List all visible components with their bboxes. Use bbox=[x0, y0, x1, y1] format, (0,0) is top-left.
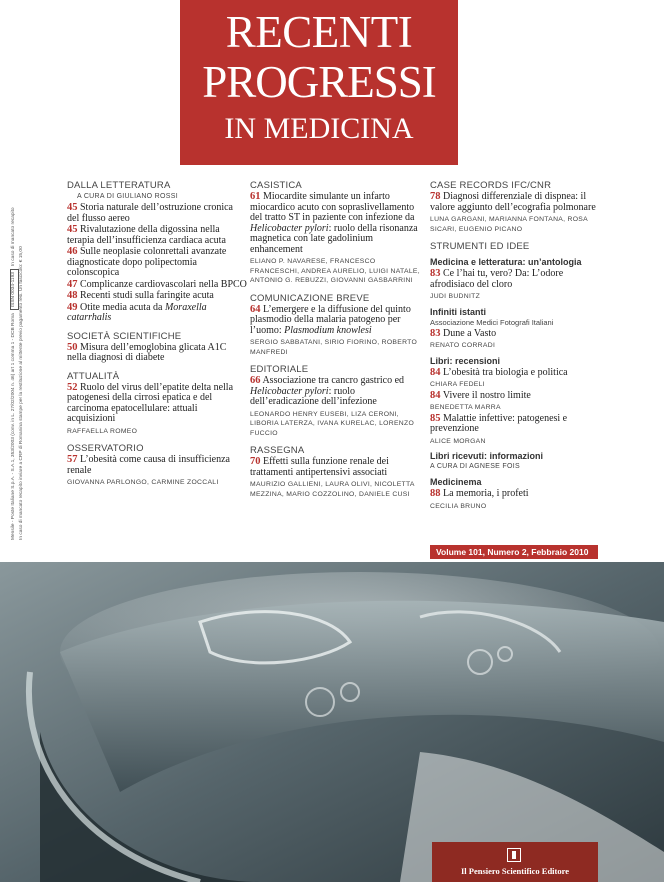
entry-title: Misura dell’emoglobina glicata A1C nella diagnosi di diabete bbox=[67, 341, 227, 363]
entry-title: Associazione tra cancro gastrico ed bbox=[262, 375, 405, 386]
postal-line-2: In caso di mancato recapito inviare a CRP di Romanina stampe per la restituzione al mittente previo pagamento resi. Un fascicolo: € 15,00 bbox=[18, 246, 24, 540]
section-title: ATTUALITÀ bbox=[67, 370, 120, 382]
entry-authors: LUNA GARGANI, MARIANNA FONTANA, ROSA SICARI, EUGENIO PICANO bbox=[430, 216, 588, 233]
section-title: STRUMENTI ED IDEE bbox=[430, 241, 530, 252]
toc-entry[interactable] bbox=[430, 414, 610, 435]
publisher-logo-icon bbox=[507, 848, 521, 862]
toc-entry[interactable] bbox=[67, 247, 247, 279]
entry-authors: RENATO CORRADI bbox=[430, 342, 496, 349]
page-number: 70 bbox=[250, 456, 261, 467]
entry-authors: GIOVANNA PARLONGO, CARMINE ZOCCALI bbox=[67, 479, 219, 486]
page-number: 84 bbox=[430, 389, 441, 401]
section-title: CASISTICA bbox=[250, 180, 302, 191]
entry-title-italic: Moraxella catarrhalis bbox=[67, 301, 207, 323]
toc-entry[interactable] bbox=[67, 343, 247, 364]
entry-authors: BENEDETTA MARRA bbox=[430, 404, 501, 411]
entry-title: L’obesità tra biologia e politica bbox=[443, 366, 568, 378]
entry-title: Miocardite simulante un infarto miocardico acuto con sopraslivellamento del tratto ST in paziente con infezione da bbox=[250, 191, 415, 223]
toc-column-3 bbox=[430, 180, 610, 511]
title-recenti: RECENTI bbox=[225, 7, 413, 57]
section-title: RASSEGNA bbox=[250, 445, 305, 456]
toc-entry[interactable] bbox=[67, 280, 247, 291]
section-title: OSSERVATORIO bbox=[67, 443, 144, 454]
entry-title: Otite media acuta da bbox=[80, 301, 163, 313]
subsection-heading: Infiniti istanti bbox=[430, 306, 486, 317]
page-number: 64 bbox=[250, 303, 261, 315]
toc-entry[interactable] bbox=[430, 269, 610, 290]
toc-entry[interactable] bbox=[67, 455, 247, 476]
toc-entry[interactable] bbox=[430, 329, 610, 340]
section-title: CASE RECORDS IFC/CNR bbox=[430, 180, 552, 191]
entry-authors: ALICE MORGAN bbox=[430, 437, 486, 445]
entry-title-cont: : ruolo dell’eradicazione dell’infezione bbox=[250, 385, 377, 407]
page-number: 83 bbox=[430, 327, 441, 339]
toc-entry[interactable] bbox=[430, 368, 610, 379]
entry-authors: CHIARA FEDELI bbox=[430, 381, 485, 388]
toc-entry[interactable] bbox=[67, 203, 247, 224]
entry-title: Effetti sulla funzione renale dei trattamenti antipertensivi associati bbox=[250, 456, 389, 478]
page-number: 52 bbox=[67, 381, 78, 393]
entry-title: Recenti studi sulla faringite acuta bbox=[80, 290, 214, 301]
page-number: 45 bbox=[67, 202, 78, 213]
entry-title: La memoria, i profeti bbox=[443, 488, 529, 499]
entry-authors: RAFFAELLA ROMEO bbox=[67, 427, 138, 435]
entry-title: Vivere il nostro limite bbox=[442, 389, 531, 401]
toc-entry[interactable] bbox=[250, 192, 425, 255]
entry-title-italic: Helicobacter pylori bbox=[250, 222, 329, 234]
subsection-note: Associazione Medici Fotografi Italiani bbox=[430, 317, 554, 327]
page-number: 61 bbox=[250, 191, 261, 202]
section-title: EDITORIALE bbox=[250, 364, 309, 375]
entry-title-italic: Plasmodium knowlesi bbox=[284, 324, 372, 336]
toc-entry[interactable] bbox=[67, 225, 247, 246]
toc-entry[interactable] bbox=[67, 383, 247, 425]
toc-entry[interactable] bbox=[250, 305, 425, 337]
entry-title: L’emergere e la diffusione del quinto plasmodio della malaria patogeno per l’uomo: bbox=[250, 303, 411, 336]
entry-title: Dune a Vasto bbox=[443, 327, 497, 339]
toc-entry[interactable] bbox=[430, 192, 610, 213]
page-number: 57 bbox=[67, 454, 78, 465]
page-number: 84 bbox=[430, 366, 441, 378]
toc-entry[interactable] bbox=[250, 457, 425, 478]
postal-line-1: Mensile - Poste Italiane S.p.A. - S.A.1, 353/2003 (conv. in L. 27/02/2004 n. 46) art 1 comma 1 - DCB Roma bbox=[11, 313, 16, 540]
page-number: 45 bbox=[67, 224, 78, 235]
page-number: 88 bbox=[430, 488, 441, 499]
publisher-name: Il Pensiero Scientifico Editore bbox=[460, 866, 570, 876]
entry-title: Complicanze cardiovascolari nella BPCO bbox=[80, 278, 247, 290]
subsection-heading: Libri ricevuti: informazioni bbox=[430, 451, 544, 461]
postal-info-vertical bbox=[10, 180, 32, 540]
publisher-box bbox=[432, 842, 598, 882]
page-number: 66 bbox=[250, 375, 261, 386]
page-number: 47 bbox=[67, 278, 78, 290]
title-in-medicina: IN MEDICINA bbox=[224, 112, 414, 145]
page-number: 48 bbox=[67, 290, 78, 301]
subsection-heading: Medicinema bbox=[430, 477, 482, 487]
entry-title: Ruolo del virus dell’epatite delta nella patogenesi della cirrosi epatica e del carcinoma epatocellulare: attuali acquisizioni bbox=[67, 381, 234, 424]
journal-title-box bbox=[180, 0, 458, 165]
entry-authors: ELIANO P. NAVARESE, FRANCESCO FRANCESCHI, ANDREA AURELIO, LUIGI NATALE, ANTONIO G. REBUZZI, GIOVANNI GASBARRINI bbox=[250, 258, 420, 284]
section-title: DALLA LETTERATURA bbox=[67, 180, 171, 191]
entry-title-cont: : ruolo della risonanza magnetica con late gadolinium enhancement bbox=[250, 222, 418, 255]
toc-column-2 bbox=[250, 180, 425, 499]
entry-title: Malattie infettive: patogenesi e prevenzione bbox=[430, 412, 568, 434]
entry-authors: CECILIA BRUNO bbox=[430, 502, 487, 510]
page-number: 83 bbox=[430, 268, 441, 279]
page-number: 85 bbox=[430, 412, 441, 424]
title-progressi: PROGRESSI bbox=[202, 57, 436, 107]
entry-title: Storia naturale dell’ostruzione cronica del flusso aereo bbox=[67, 202, 233, 224]
section-title: COMUNICAZIONE BREVE bbox=[250, 292, 370, 304]
cover-photo bbox=[0, 562, 664, 882]
entry-title: Ce l’hai tu, vero? Da: L’odore afrodisiaco del cloro bbox=[430, 268, 564, 290]
entry-authors: SERGIO SABBATANI, SIRIO FIORINO, ROBERTO MANFREDI bbox=[250, 339, 418, 356]
entry-authors: LEONARDO HENRY EUSEBI, LIZA CERONI, LIBORIA LATERZA, IVANA KURELAC, LORENZO FUCCIO bbox=[250, 410, 415, 437]
entry-title: L’obesità come causa di insufficienza renale bbox=[67, 454, 230, 476]
toc-entry[interactable] bbox=[250, 376, 425, 408]
entry-title-italic: Helicobacter pylori bbox=[250, 385, 329, 397]
toc-entry[interactable] bbox=[67, 303, 247, 324]
entry-title: Sulle neoplasie colonrettali avanzate diagnosticate dopo polipectomia colonscopica bbox=[67, 246, 227, 278]
curator: A CURA DI AGNESE FOIS bbox=[430, 463, 520, 470]
issn-box: ISSN 0034-1193 bbox=[10, 269, 19, 310]
cover-photo-graphic bbox=[0, 562, 664, 882]
subsection-heading: Medicina e letteratura: un’antologia bbox=[430, 257, 582, 267]
page-number: 50 bbox=[67, 341, 78, 353]
page-number: 78 bbox=[430, 191, 441, 202]
toc-entry[interactable] bbox=[430, 391, 610, 402]
toc-column-1 bbox=[67, 180, 247, 488]
subsection-heading: Libri: recensioni bbox=[430, 355, 501, 366]
toc-entry[interactable] bbox=[430, 489, 610, 500]
entry-title: Rivalutazione della digossina nella terapia dell’insufficienza cardiaca acuta bbox=[67, 224, 226, 246]
volume-issue-bar: Volume 101, Numero 2, Febbraio 2010 bbox=[430, 545, 598, 559]
section-title: SOCIETÀ SCIENTIFICHE bbox=[67, 330, 182, 342]
entry-authors: JUDI BUDNITZ bbox=[430, 293, 481, 300]
postal-line-1b: In caso di mancato recapito bbox=[11, 207, 16, 267]
toc-entry[interactable] bbox=[67, 291, 247, 302]
entry-authors: MAURIZIO GALLIENI, LAURA OLIVI, NICOLETTA MEZZINA, MARIO COZZOLINO, DANIELE CUSI bbox=[250, 481, 415, 498]
page-number: 46 bbox=[67, 246, 78, 257]
entry-title: Diagnosi differenziale di dispnea: il valore aggiunto dell’ecografia polmonare bbox=[430, 191, 596, 213]
curator: A CURA DI GIULIANO ROSSI bbox=[77, 193, 178, 200]
page-number: 49 bbox=[67, 301, 78, 313]
